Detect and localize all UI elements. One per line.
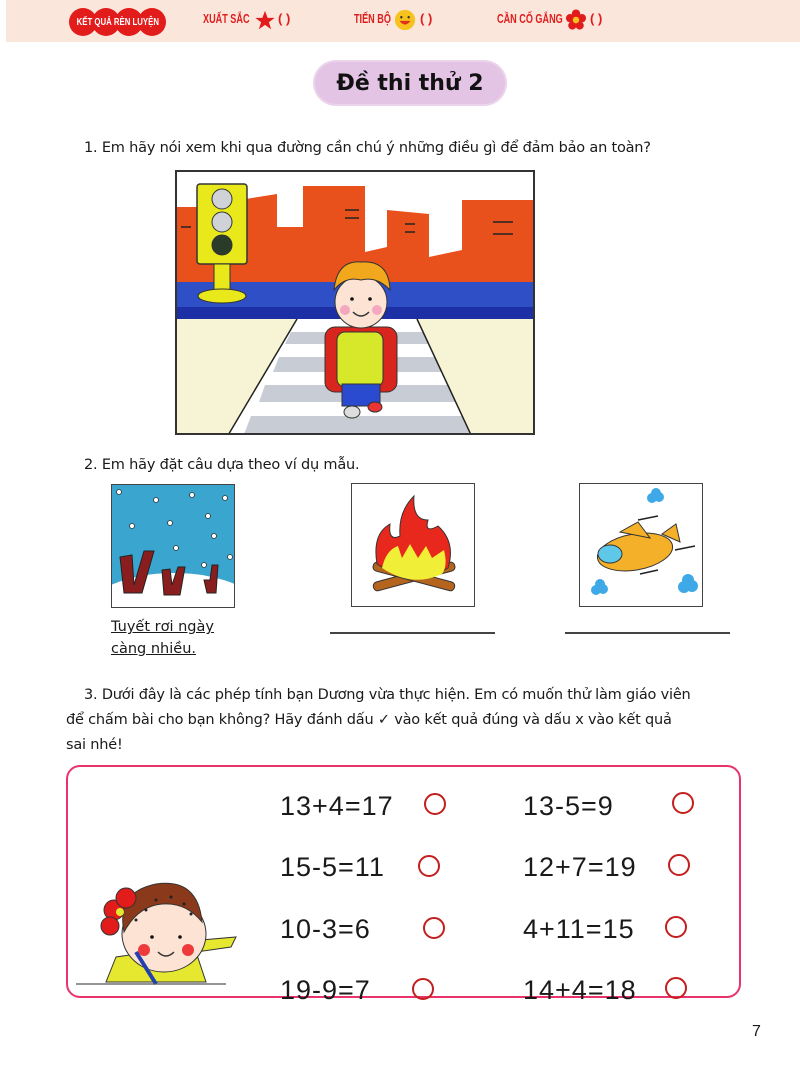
equation-right-3: 4+11=15 (523, 914, 635, 944)
equation-left-4: 19-9=7 (280, 975, 371, 1005)
page-title: Đề thi thử 2 (336, 70, 484, 96)
campfire-picture (351, 483, 475, 607)
airplane-picture (579, 483, 703, 607)
answer-circle-right-3[interactable] (665, 916, 687, 938)
question-3-line-3: sai nhé! (66, 737, 123, 753)
girl-pointing-illustration (76, 852, 246, 992)
results-badge (69, 8, 166, 36)
answer-circle-right-4[interactable] (665, 977, 687, 999)
rating-effort-box[interactable]: ( ) (590, 11, 603, 26)
equation-right-1: 13-5=9 (523, 791, 614, 821)
example-sentence-line-2: càng nhiều. (111, 641, 196, 657)
question-3-line-1: 3. Dưới đây là các phép tính bạn Dương vừa thực hiện. Em có muốn thử làm giáo viên (84, 687, 691, 703)
snow-scene-picture (111, 484, 235, 608)
answer-circle-left-1[interactable] (424, 793, 446, 815)
rating-progress-label: TIẾN BỘ (354, 11, 391, 26)
answer-circle-left-2[interactable] (418, 855, 440, 877)
equation-left-2: 15-5=11 (280, 852, 385, 882)
example-sentence-line-1: Tuyết rơi ngày (111, 619, 214, 635)
question-1-text: 1. Em hãy nói xem khi qua đường cần chú ý những điều gì để đảm bảo an toàn? (84, 140, 651, 156)
rating-progress-box[interactable]: ( ) (420, 11, 433, 26)
equation-left-1: 13+4=17 (280, 791, 394, 821)
rating-excellent-label: XUẤT SẮC (203, 11, 250, 26)
results-badge-label: KẾT QUẢ RÈN LUYỆN (76, 16, 159, 28)
rating-excellent-box[interactable]: ( ) (278, 11, 291, 26)
answer-circle-left-4[interactable] (412, 978, 434, 1000)
equation-right-4: 14+4=18 (523, 975, 637, 1005)
title-banner (315, 62, 505, 104)
answer-circle-right-2[interactable] (668, 854, 690, 876)
crosswalk-illustration (175, 170, 535, 435)
equation-right-2: 12+7=19 (523, 852, 637, 882)
rating-effort-label: CẦN CỐ GẮNG (497, 11, 563, 26)
answer-line-airplane[interactable] (565, 632, 730, 634)
question-3-line-2: để chấm bài cho bạn không? Hãy đánh dấu ✓ vào kết quả đúng và dấu x vào kết quả (66, 712, 672, 728)
answer-circle-left-3[interactable] (423, 917, 445, 939)
exercise-panel (66, 765, 741, 1005)
answer-line-campfire[interactable] (330, 632, 495, 634)
question-2-text: 2. Em hãy đặt câu dựa theo ví dụ mẫu. (84, 457, 360, 473)
star-icon (254, 10, 276, 31)
results-header (6, 0, 800, 42)
page-number: 7 (752, 1023, 761, 1040)
equation-left-3: 10-3=6 (280, 914, 371, 944)
smiley-icon (394, 9, 416, 31)
flower-icon (565, 9, 587, 31)
answer-circle-right-1[interactable] (672, 792, 694, 814)
